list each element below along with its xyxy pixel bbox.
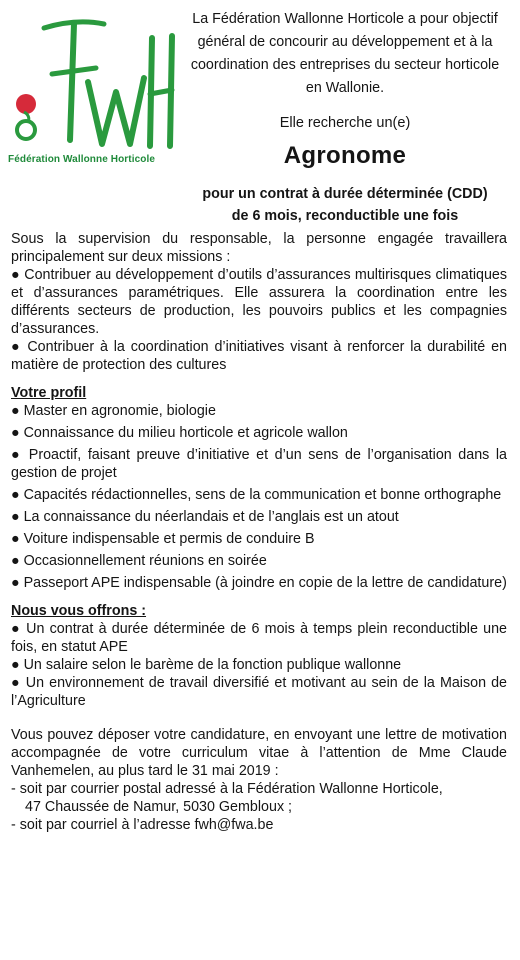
job-description (11, 230, 507, 834)
fwh-logo-mark (4, 8, 184, 158)
logo-letters (4, 8, 5, 9)
looking-for-text: Elle recherche un(e) (279, 115, 411, 131)
profile-item: ● Master en agronomie, biologie (11, 403, 216, 419)
red-dot-icon (16, 94, 36, 114)
application-email-line: - soit par courriel à l’adresse fwh@fwa.be (11, 817, 274, 833)
profile-item: ● Proactif, faisant preuve d’initiative et d’un sens de l’organisation dans la gestion de projet (11, 447, 507, 481)
logo-caption: Fédération Wallonne Horticole (8, 154, 155, 165)
intro-text: La Fédération Wallonne Horticole a pour objectif général de concourir au développement et à la coordination des entreprises du secteur horticole en Wallonie. (190, 11, 500, 96)
missions-intro: Sous la supervision du responsable, la personne engagée travaillera principalement sur deux missions : (11, 231, 507, 265)
offer-item: ● Un contrat à durée déterminée de 6 mois à temps plein reconductible une fois, en statut APE (11, 621, 507, 655)
mission-item: ● Contribuer au développement d’outils d’assurances multirisques climatiques et d’assurances paramétriques. Elle assurera la coordination entre les différents secteurs de production, les pouvoirs publics et les compagnies d’assurances. (11, 267, 507, 337)
profile-title: Votre profil (11, 385, 87, 401)
offer-item: ● Un salaire selon le barème de la fonction publique wallonne (11, 657, 402, 673)
application-post-address: 47 Chaussée de Namur, 5030 Gembloux ; (25, 799, 293, 815)
application-text: Vous pouvez déposer votre candidature, en envoyant une lettre de motivation accompagnée de votre curriculum vitae à l’attention de Mme Claude Vanhemelen, au plus tard le 31 mai 2019 : (11, 727, 507, 779)
contract-line-1: pour un contrat à durée déterminée (CDD) (202, 186, 488, 202)
profile-section (11, 384, 507, 592)
profile-item: ● La connaissance du néerlandais et de l’anglais est un atout (11, 509, 399, 525)
application-section (11, 726, 507, 834)
application-post-line: - soit par courrier postal adressé à la Fédération Wallonne Horticole, (11, 781, 443, 797)
missions-section (11, 230, 507, 374)
contract-line-2: de 6 mois, reconductible une fois (231, 208, 459, 224)
job-title: Agronome (283, 142, 407, 169)
profile-item: ● Passeport APE indispensable (à joindre en copie de la lettre de candidature) (11, 575, 507, 591)
offer-section (11, 602, 507, 710)
profile-item: ● Occasionnellement réunions en soirée (11, 553, 267, 569)
fwh-logo (4, 8, 184, 178)
mission-item: ● Contribuer à la coordination d’initiatives visant à renforcer la durabilité en matière de protection des cultures (11, 339, 507, 373)
profile-item: ● Capacités rédactionnelles, sens de la communication et bonne orthographe (11, 487, 502, 503)
offer-title: Nous vous offrons : (11, 603, 147, 619)
contract-info (186, 183, 504, 227)
offer-item: ● Un environnement de travail diversifié et motivant au sein de la Maison de l’Agriculture (11, 675, 507, 709)
profile-item: ● Voiture indispensable et permis de conduire B (11, 531, 315, 547)
profile-item: ● Connaissance du milieu horticole et agricole wallon (11, 425, 348, 441)
